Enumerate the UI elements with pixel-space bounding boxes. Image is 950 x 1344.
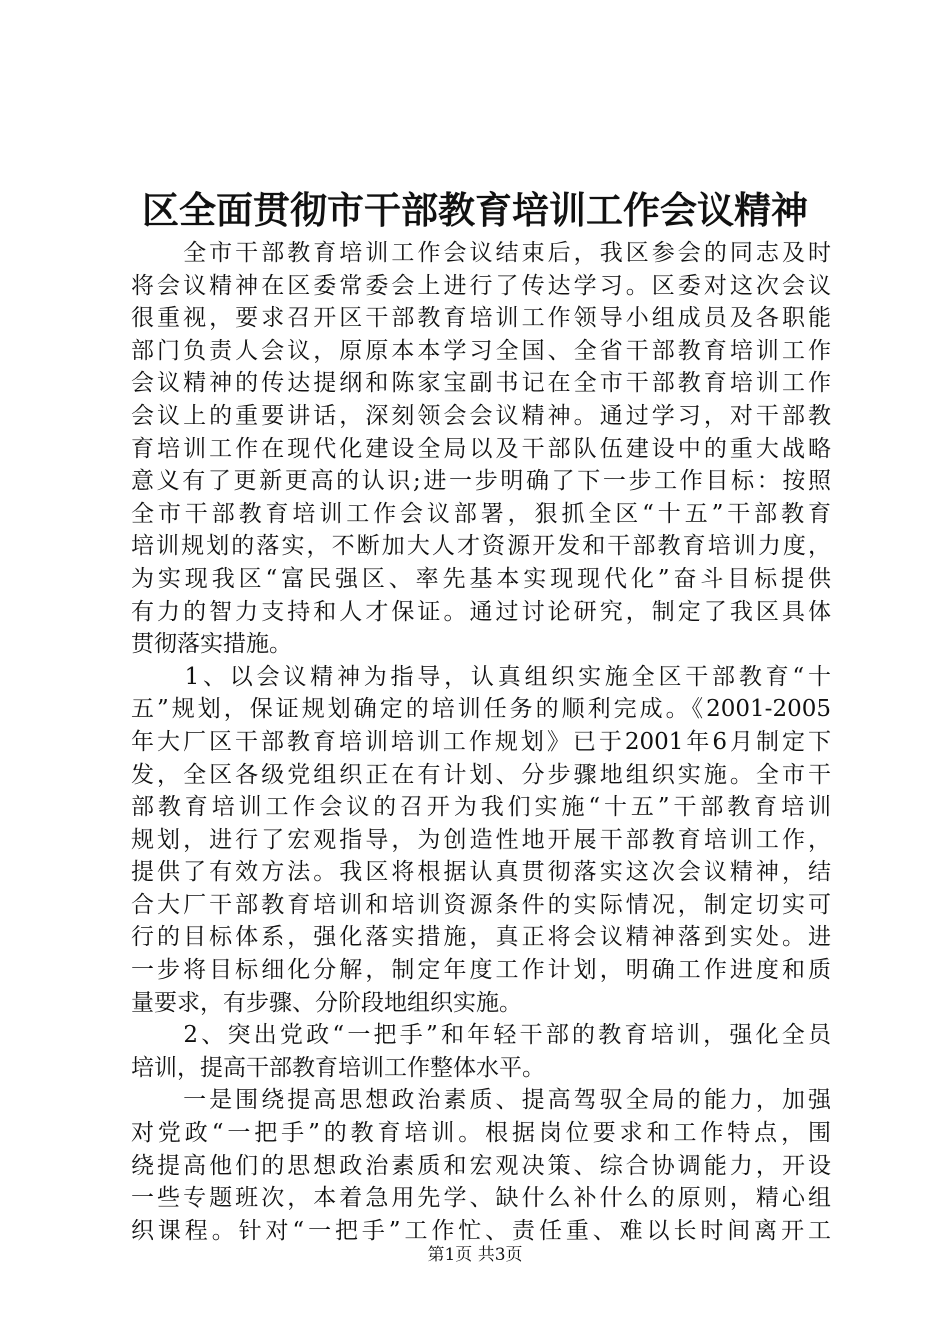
body-line: 全市干部教育培训工作会议部署，狠抓全区“十五”干部教育: [131, 500, 831, 527]
body-line: 发，全区各级党组织正在有计划、分步骤地组织实施。全市干: [131, 761, 831, 788]
body-line: 会议精神的传达提纲和陈家宝副书记在全市干部教育培训工作: [131, 370, 831, 397]
body-line: 一步将目标细化分解，制定年度工作计划，明确工作进度和质: [131, 957, 831, 984]
page-footer: 第1页 共3页: [427, 1245, 523, 1265]
body-line: 对党政“一把手”的教育培训。根据岗位要求和工作特点，围: [131, 1120, 831, 1147]
body-line: 五”规划，保证规划确定的培训任务的顺利完成。《2001-2005: [131, 696, 831, 723]
body-line: 2、突出党政“一把手”和年轻干部的教育培训，强化全员: [131, 1022, 831, 1049]
body-line: 提供了有效方法。我区将根据认真贯彻落实这次会议精神，结: [131, 859, 831, 886]
body-line: 全市干部教育培训工作会议结束后，我区参会的同志及时: [131, 240, 831, 266]
body-line: 行的目标体系，强化落实措施，真正将会议精神落到实处。进: [131, 924, 831, 951]
body-line: 很重视，要求召开区干部教育培训工作领导小组成员及各职能: [131, 305, 831, 332]
document-body: [131, 237, 831, 1247]
body-line: 部教育培训工作会议的召开为我们实施“十五”干部教育培训: [131, 794, 831, 821]
body-line: 为实现我区“富民强区、率先基本实现现代化”奋斗目标提供: [131, 565, 831, 592]
body-line: 一些专题班次，本着急用先学、缺什么补什么的原则，精心组: [131, 1185, 831, 1212]
body-line: 一是围绕提高思想政治素质、提高驾驭全局的能力，加强: [131, 1087, 831, 1114]
body-line: 部门负责人会议，原原本本学习全国、全省干部教育培训工作: [131, 337, 831, 364]
body-line: 培训，提高干部教育培训工作整体水平。: [131, 1054, 545, 1081]
body-line: 培训规划的落实，不断加大人才资源开发和干部教育培训力度，: [131, 533, 831, 560]
body-line: 年大厂区干部教育培训培训工作规划》已于2001年6月制定下: [131, 728, 831, 755]
body-line: 绕提高他们的思想政治素质和宏观决策、综合协调能力，开设: [131, 1152, 831, 1179]
body-line: 意义有了更新更高的认识;进一步明确了下一步工作目标：按照: [131, 468, 831, 495]
body-line: 将会议精神在区委常委会上进行了传达学习。区委对这次会议: [131, 272, 831, 299]
body-line: 规划，进行了宏观指导，为创造性地开展干部教育培训工作，: [131, 826, 831, 853]
body-line: 1、以会议精神为指导，认真组织实施全区干部教育“十: [131, 663, 831, 690]
body-line: 贯彻落实措施。: [131, 631, 292, 658]
document-title: 区全面贯彻市干部教育培训工作会议精神: [142, 188, 808, 232]
body-line: 量要求，有步骤、分阶段地组织实施。: [131, 989, 522, 1016]
body-line: 有力的智力支持和人才保证。通过讨论研究，制定了我区具体: [131, 598, 831, 625]
body-line: 织课程。针对“一把手”工作忙、责任重、难以长时间离开工: [131, 1217, 831, 1244]
body-line: 合大厂干部教育培训和培训资源条件的实际情况，制定切实可: [131, 891, 831, 918]
body-line: 育培训工作在现代化建设全局以及干部队伍建设中的重大战略: [131, 435, 831, 462]
body-line: 会议上的重要讲话，深刻领会会议精神。通过学习，对干部教: [131, 402, 831, 429]
